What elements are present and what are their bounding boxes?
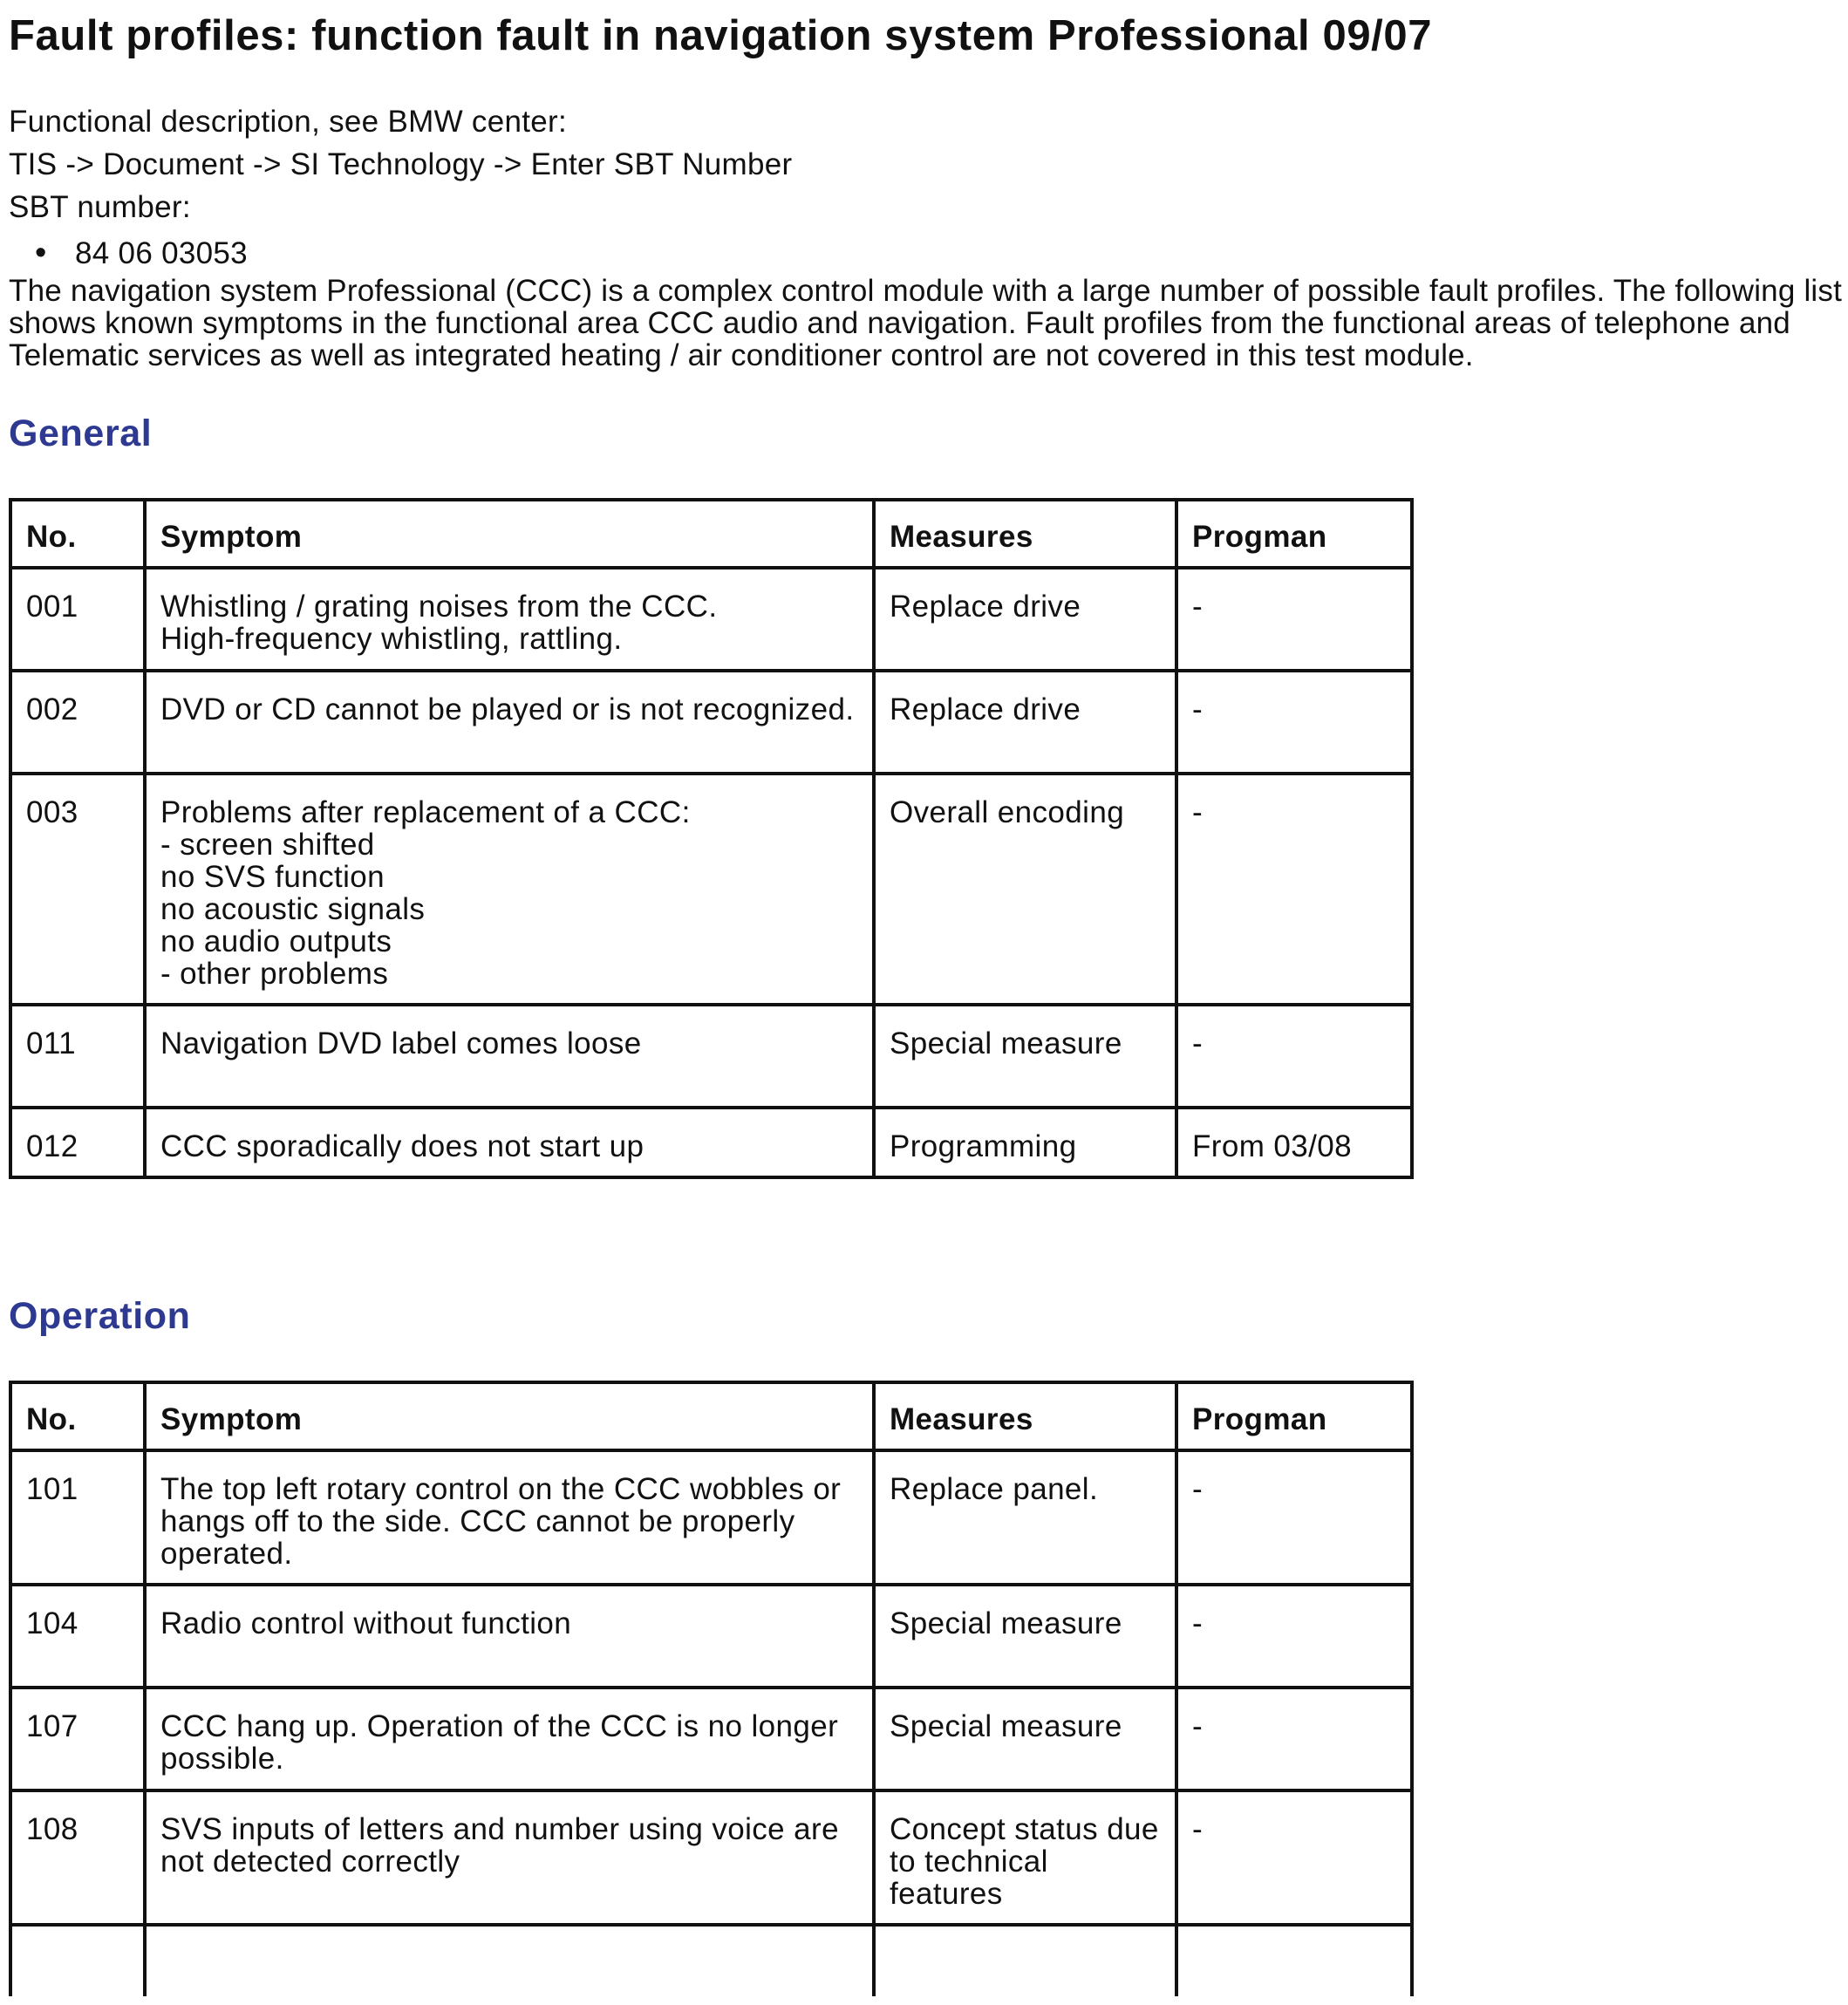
- navigation-path-line: TIS -> Document -> SI Technology -> Enter SBT Number: [9, 147, 793, 181]
- cell-symptom: Navigation DVD label comes loose: [145, 1005, 874, 1108]
- table-row: [10, 568, 1412, 671]
- table-row: [10, 1688, 1412, 1790]
- table-row: [10, 1108, 1412, 1177]
- cell-measures: Replace drive: [874, 671, 1176, 774]
- cell-empty: [145, 1925, 874, 1996]
- cell-measures: Replace panel.: [874, 1450, 1176, 1585]
- column-header-no: No.: [10, 1382, 145, 1450]
- sbt-number-item: • 84 06 03053: [75, 232, 1840, 275]
- cell-progman: From 03/08: [1176, 1108, 1412, 1177]
- cell-progman: -: [1176, 1450, 1412, 1585]
- cell-empty: [10, 1925, 145, 1996]
- table-header-row: [10, 500, 1412, 568]
- cell-no: 002: [10, 671, 145, 774]
- cell-no: 104: [10, 1585, 145, 1688]
- cell-progman: -: [1176, 568, 1412, 671]
- cell-no: 012: [10, 1108, 145, 1177]
- cell-no: 108: [10, 1790, 145, 1925]
- cell-no: 107: [10, 1688, 145, 1790]
- general-fault-table: [9, 498, 1414, 1179]
- page-title: Fault profiles: function fault in navigation system Professional 09/07: [9, 12, 1433, 59]
- column-header-measures: Measures: [874, 500, 1176, 568]
- cell-no: 101: [10, 1450, 145, 1585]
- cell-symptom: SVS inputs of letters and number using voice are not detected correctly: [145, 1790, 874, 1925]
- operation-fault-table: [9, 1381, 1414, 1996]
- column-header-measures: Measures: [874, 1382, 1176, 1450]
- table-row: [10, 671, 1412, 774]
- cell-no: 001: [10, 568, 145, 671]
- cell-symptom: Radio control without function: [145, 1585, 874, 1688]
- cell-measures: Special measure: [874, 1688, 1176, 1790]
- column-header-progman: Progman: [1176, 1382, 1412, 1450]
- cell-progman: -: [1176, 1688, 1412, 1790]
- table-row: [10, 1450, 1412, 1585]
- document-page: [9, 0, 1843, 1996]
- cell-empty: [874, 1925, 1176, 1996]
- cell-measures: Concept status due to technical features: [874, 1790, 1176, 1925]
- sbt-number-list: [9, 232, 1840, 275]
- cell-measures: Replace drive: [874, 568, 1176, 671]
- column-header-symptom: Symptom: [145, 500, 874, 568]
- functional-description-line: Functional description, see BMW center:: [9, 104, 568, 139]
- cell-symptom: Whistling / grating noises from the CCC. High-frequency whistling, rattling.: [145, 568, 874, 671]
- cell-measures: Programming: [874, 1108, 1176, 1177]
- operation-section-heading: Operation: [9, 1294, 191, 1337]
- table-header-row: [10, 1382, 1412, 1450]
- intro-paragraph: The navigation system Professional (CCC) is a complex control module with a large number of possible fault profiles. The following list shows known symptoms in the functional area CCC audio and navigation. Fault profiles from the functional areas of telephone and Telematic services as well as integrated heating / air conditioner control are not covered in this test module.: [9, 273, 1843, 372]
- table-row: [10, 1585, 1412, 1688]
- table-row-continued: [10, 1925, 1412, 1996]
- cell-progman: -: [1176, 1005, 1412, 1108]
- cell-measures: Special measure: [874, 1585, 1176, 1688]
- cell-symptom: DVD or CD cannot be played or is not recognized.: [145, 671, 874, 774]
- cell-no: 003: [10, 774, 145, 1005]
- column-header-symptom: Symptom: [145, 1382, 874, 1450]
- column-header-progman: Progman: [1176, 500, 1412, 568]
- cell-no: 011: [10, 1005, 145, 1108]
- cell-progman: -: [1176, 774, 1412, 1005]
- cell-progman: -: [1176, 1585, 1412, 1688]
- cell-symptom: The top left rotary control on the CCC wobbles or hangs off to the side. CCC cannot be properly operated.: [145, 1450, 874, 1585]
- cell-progman: -: [1176, 1790, 1412, 1925]
- column-header-no: No.: [10, 500, 145, 568]
- cell-symptom: Problems after replacement of a CCC: - screen shifted no SVS function no acoustic signals no audio outputs - other problems: [145, 774, 874, 1005]
- general-section-heading: General: [9, 412, 153, 454]
- sbt-number-label: SBT number:: [9, 189, 191, 224]
- table-row: [10, 1790, 1412, 1925]
- table-row: [10, 1005, 1412, 1108]
- cell-empty: [1176, 1925, 1412, 1996]
- table-row: [10, 774, 1412, 1005]
- cell-symptom: CCC sporadically does not start up: [145, 1108, 874, 1177]
- cell-symptom: CCC hang up. Operation of the CCC is no longer possible.: [145, 1688, 874, 1790]
- cell-progman: -: [1176, 671, 1412, 774]
- cell-measures: Overall encoding: [874, 774, 1176, 1005]
- cell-measures: Special measure: [874, 1005, 1176, 1108]
